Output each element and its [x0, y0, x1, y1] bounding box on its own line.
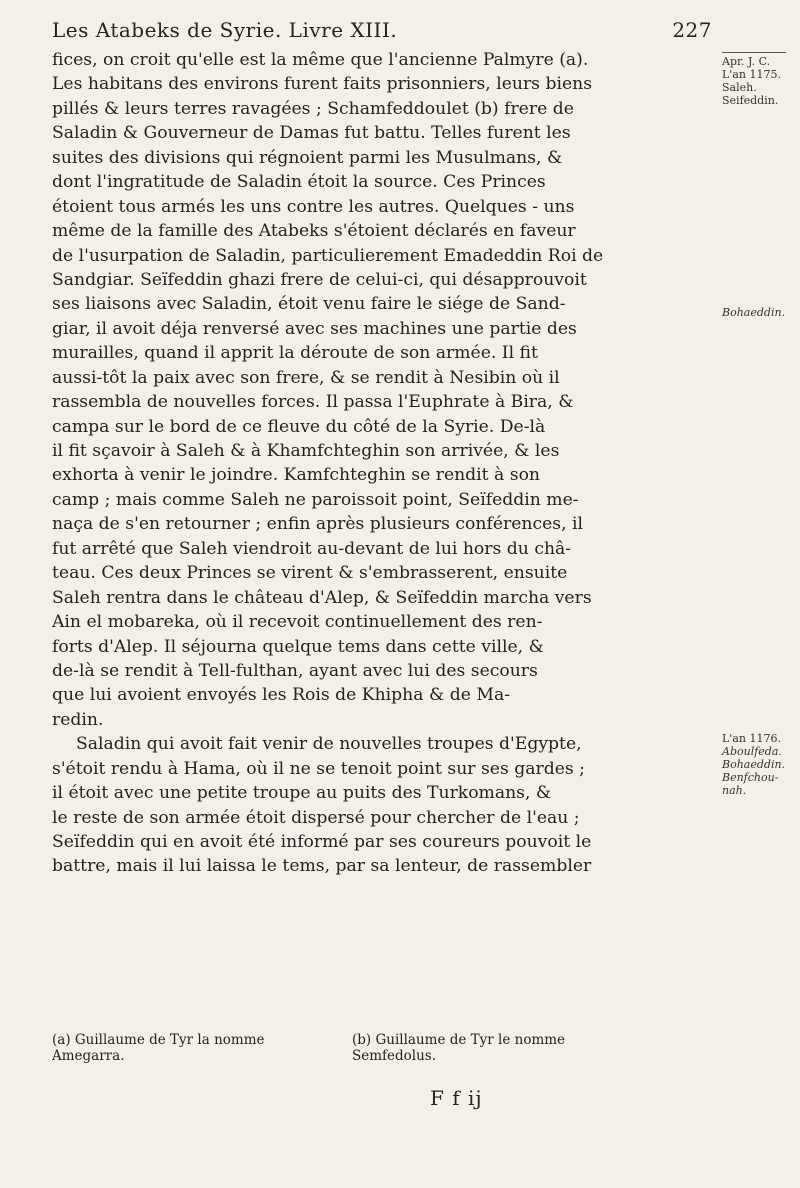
margin-note-line: Benfchou-: [722, 771, 779, 784]
text-line: aussi-tôt la paix avec son frere, & se rendit à Nesibin où il: [52, 367, 560, 388]
margin-note-line: Aboulfeda.: [722, 745, 782, 758]
text-line: Saladin qui avoit fait venir de nouvelles troupes d'Egypte,: [76, 734, 582, 755]
text-line: de-là se rendit à Tell-fulthan, ayant avec lui des secours: [52, 660, 538, 681]
text-line: s'étoit rendu à Hama, où il ne se tenoit point sur ses gardes ;: [52, 758, 585, 779]
header-title: Les Atabeks de Syrie. Livre XIII.: [52, 18, 398, 42]
footnote-line: (b) Guillaume de Tyr le nomme: [352, 1032, 566, 1048]
margin-note-line: L'an 1176.: [722, 732, 781, 745]
paragraph: [52, 732, 712, 879]
text-line: teau. Ces deux Princes se virent & s'embrasserent, ensuite: [52, 563, 568, 584]
text-line: naça de s'en retourner ; enfin après plusieurs conférences, il: [52, 514, 583, 535]
divider: [722, 52, 786, 53]
paragraph: [52, 48, 712, 732]
text-line: battre, mais il lui laissa le tems, par sa lenteur, de rassembler: [52, 856, 592, 877]
text-line: ses liaisons avec Saladin, étoit venu faire le siége de Sand-: [52, 294, 566, 315]
margin-note: [722, 306, 800, 319]
text-line: fut arrêté que Saleh viendroit au-devant de lui hors du châ-: [52, 538, 572, 559]
margin-note: [722, 52, 800, 107]
text-line: étoient tous armés les uns contre les autres. Quelques - uns: [52, 196, 575, 217]
text-line: rassembla de nouvelles forces. Il passa l'Euphrate à Bira, &: [52, 392, 574, 413]
text-line: camp ; mais comme Saleh ne paroissoit point, Seïfeddin me-: [52, 489, 579, 510]
text-line: il fit sçavoir à Saleh & à Khamfchteghin son arrivée, & les: [52, 441, 560, 461]
text-line: campa sur le bord de ce fleuve du côté de la Syrie. De-là: [52, 416, 546, 437]
text-line: que lui avoient envoyés les Rois de Khipha & de Ma-: [52, 685, 511, 706]
text-line: même de la famille des Atabeks s'étoient déclarés en faveur: [52, 221, 576, 242]
text-line: dont l'ingratitude de Saladin étoit la source. Ces Princes: [52, 172, 546, 193]
text-line: il étoit avec une petite troupe au puits des Turkomans, &: [52, 783, 552, 804]
footnote-line: (a) Guillaume de Tyr la nomme: [52, 1032, 265, 1048]
margin-note-line: Bohaeddin.: [722, 306, 786, 319]
page-number: 227: [672, 18, 712, 42]
text-line: murailles, quand il apprit la déroute de son armée. Il fit: [52, 343, 538, 364]
text-line: Ain el mobareka, où il recevoit continuellement des ren-: [52, 612, 543, 633]
footnote-line: Semfedolus.: [352, 1048, 437, 1064]
margin-note-line: Seifeddin.: [722, 94, 779, 107]
text-line: giar, il avoit déja renversé avec ses machines une partie des: [52, 318, 577, 339]
text-line: pillés & leurs terres ravagées ; Schamfeddoulet (b) frere de: [52, 98, 574, 119]
margin-note-line: nah.: [722, 784, 747, 797]
margin-note-line: L'an 1175.: [722, 68, 781, 81]
text-line: fices, on croit qu'elle est la même que l'ancienne Palmyre (a).: [52, 50, 589, 70]
margin-note-line: Saleh.: [722, 81, 757, 94]
signature-mark: F f ij: [430, 1086, 483, 1110]
main-text: [52, 48, 712, 879]
footnote-b: [352, 1032, 565, 1064]
text-line: de l'usurpation de Saladin, particulierement Emadeddin Roi de: [52, 245, 604, 266]
margin-note: [722, 732, 800, 797]
text-line: redin.: [52, 709, 104, 730]
margin-note-line: Apr. J. C.: [722, 55, 771, 68]
footnote-a: [52, 1032, 265, 1064]
text-line: exhorta à venir le joindre. Kamfchteghin se rendit à son: [52, 465, 540, 486]
margin-note-line: Bohaeddin.: [722, 758, 786, 771]
footnote-line: Amegarra.: [52, 1048, 125, 1064]
text-line: forts d'Alep. Il séjourna quelque tems dans cette ville, &: [52, 636, 544, 657]
text-line: Saleh rentra dans le château d'Alep, & Seïfeddin marcha vers: [52, 587, 592, 608]
text-line: Saladin & Gouverneur de Damas fut battu. Telles furent les: [52, 123, 571, 144]
text-line: le reste de son armée étoit dispersé pour chercher de l'eau ;: [52, 807, 580, 828]
text-line: Seïfeddin qui en avoit été informé par ses coureurs pouvoit le: [52, 832, 592, 852]
text-line: suites des divisions qui régnoient parmi les Musulmans, &: [52, 147, 563, 168]
text-line: Sandgiar. Seïfeddin ghazi frere de celui-ci, qui désapprouvoit: [52, 269, 587, 290]
text-line: Les habitans des environs furent faits prisonniers, leurs biens: [52, 74, 593, 95]
